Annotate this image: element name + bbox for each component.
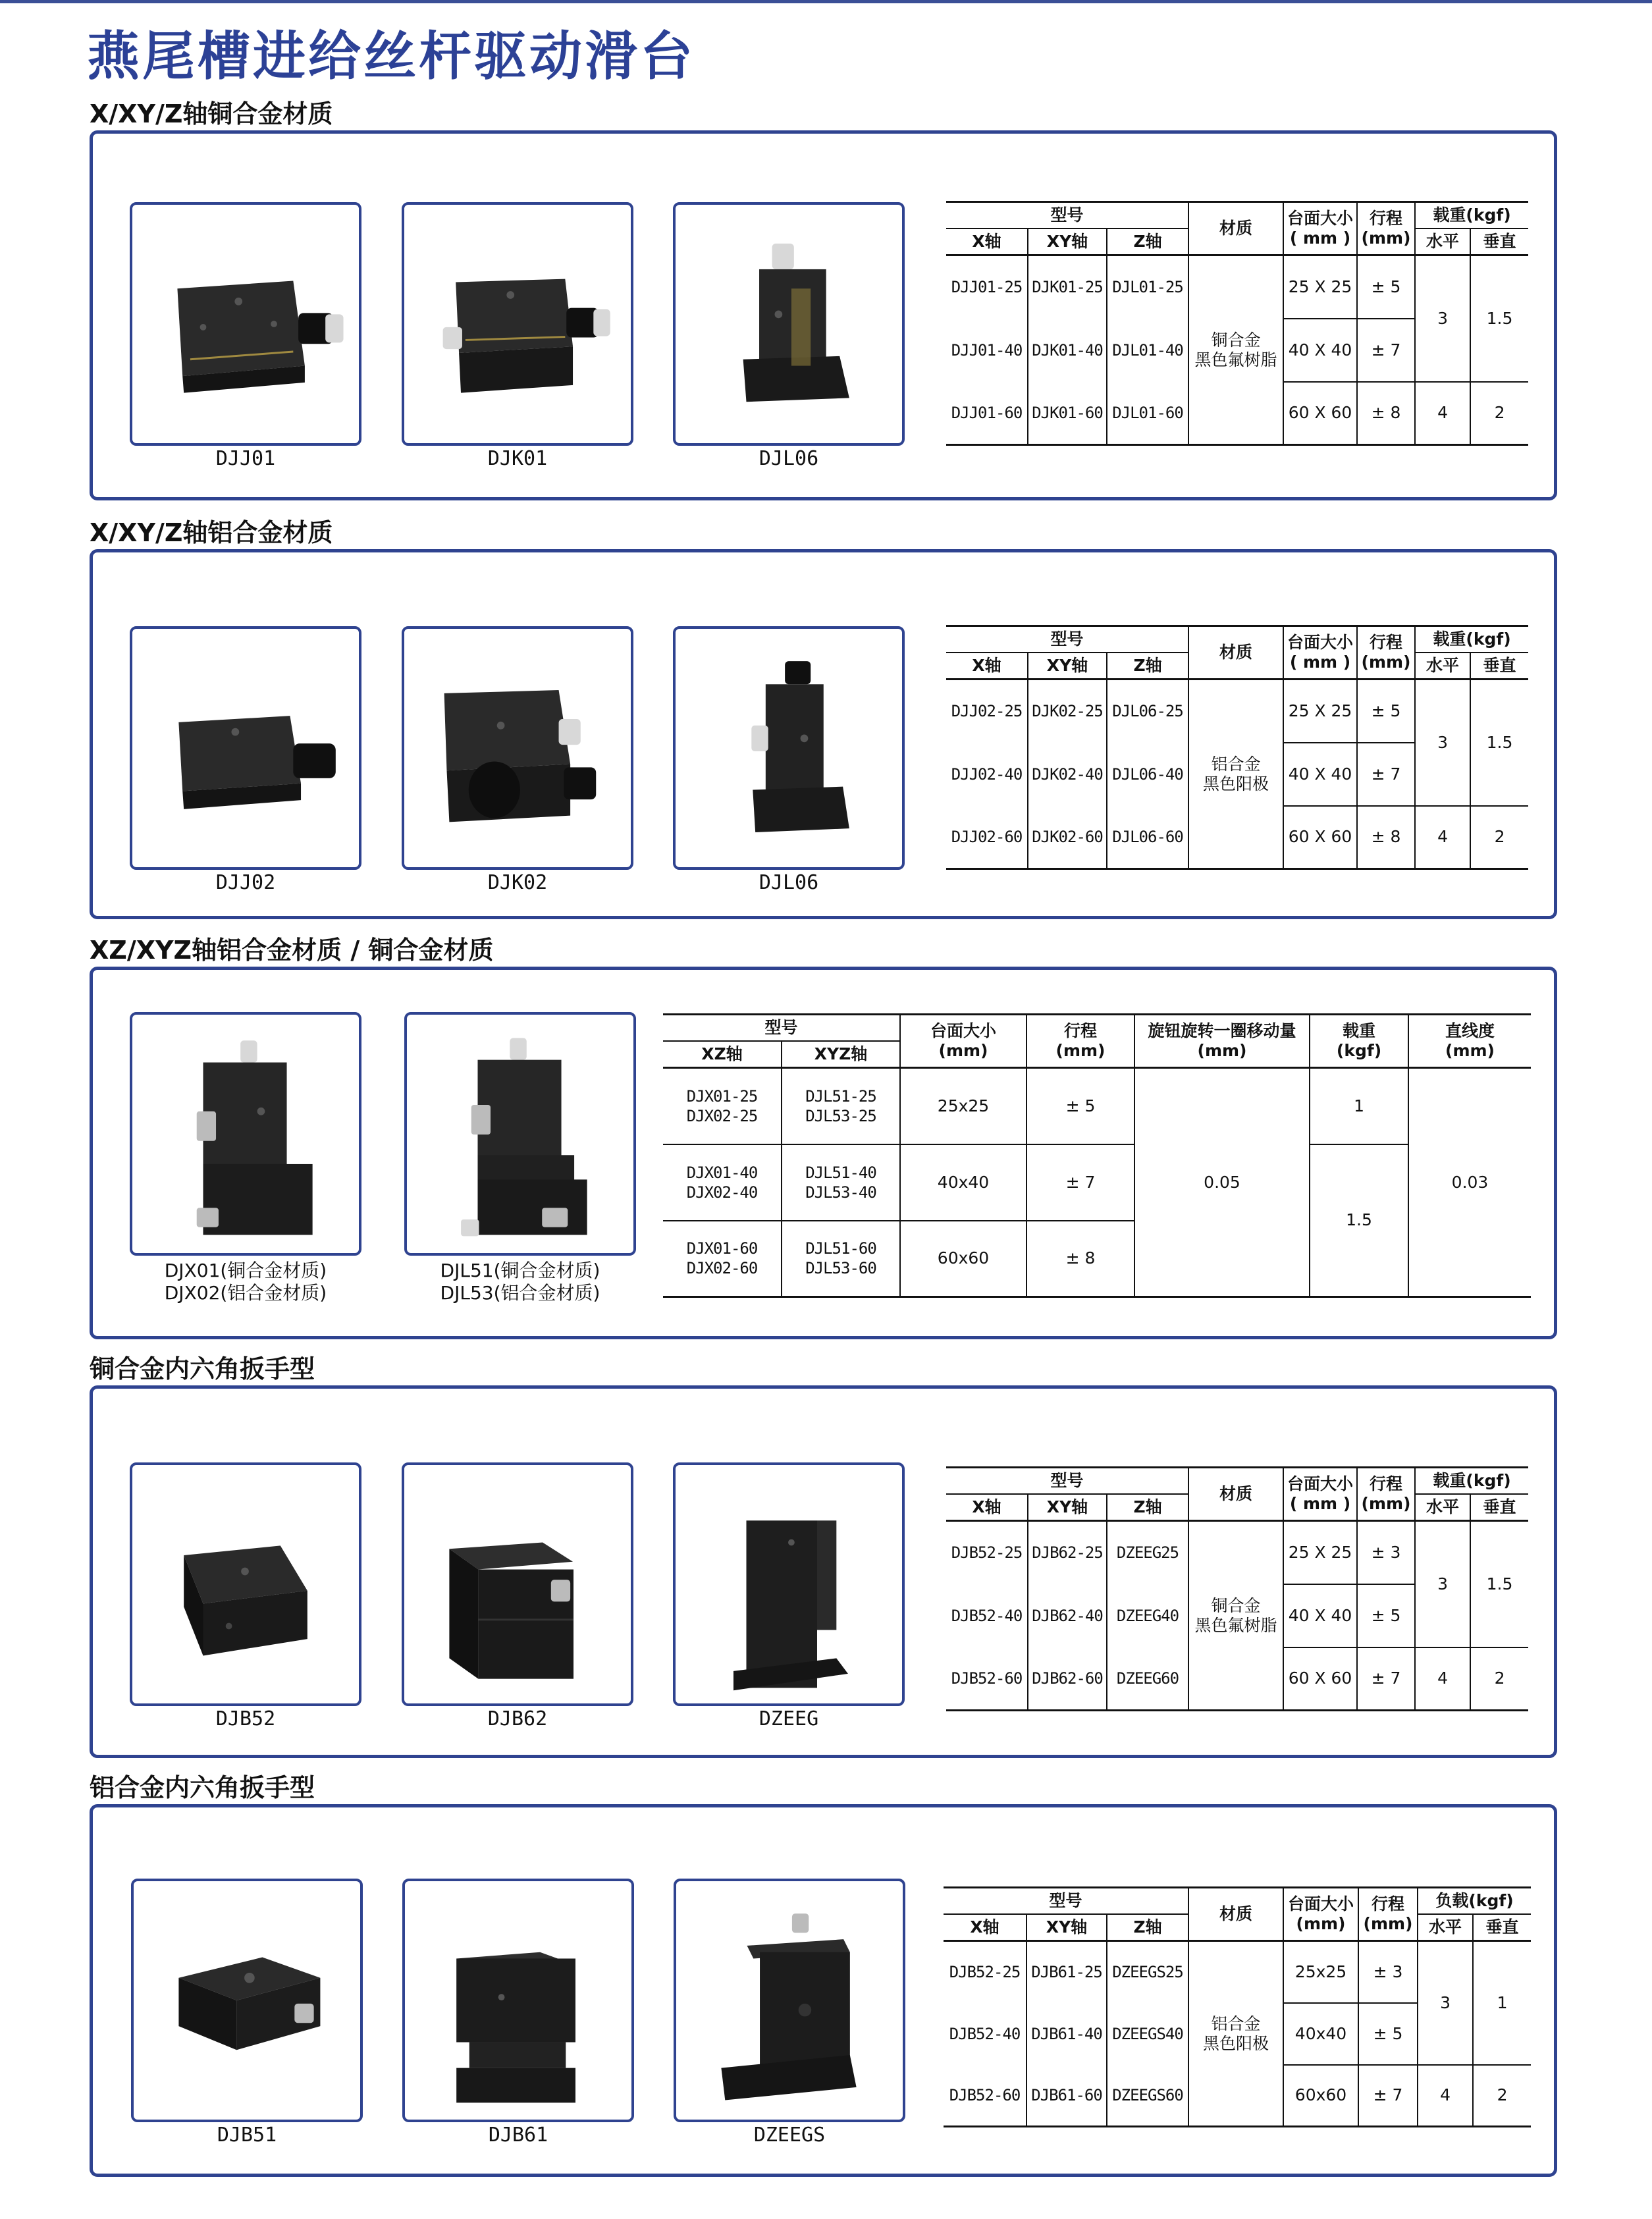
cell-size: 40x40 [900,1144,1026,1221]
cell-xz: DJX01-25 DJX02-25 [663,1068,782,1144]
cell-z: DZEEGS25 [1107,1941,1188,2003]
cell-xy: DJK02-40 [1028,743,1107,806]
th-model: 型号 [944,1888,1188,1915]
product-photo-djb51 [131,1879,363,2122]
top-rule [0,0,1652,3]
th-load: 负载(kgf) [1418,1888,1531,1915]
cell-z: DZEEG25 [1107,1521,1188,1584]
product-photo-djk02 [402,626,633,870]
th-xy: XY轴 [1026,1914,1107,1941]
cell-travel: ± 5 [1357,680,1415,743]
cell-load-v: 1.5 [1470,680,1528,806]
product-caption-4-3: DZEEG [759,1707,819,1730]
product-photo-djl51 [404,1012,636,1256]
th-rotation: 旋钮旋转一圈移动量 (mm) [1134,1015,1310,1068]
cell-x: DJJ02-60 [946,806,1028,869]
spec-table-1 [946,201,1528,446]
th-z: Z轴 [1107,1494,1188,1521]
cell-travel: ± 7 [1026,1144,1134,1221]
cell-xy: DJB61-40 [1026,2003,1107,2065]
th-travel: 行程 (mm) [1357,1468,1415,1521]
cell-xy: DJB61-60 [1026,2065,1107,2127]
section-panel-3 [90,967,1557,1339]
section-title-2: X/XY/Z轴铝合金材质 [90,518,333,547]
product-caption-5-3: DZEEGS [753,2124,826,2147]
th-horizontal: 水平 [1415,1494,1470,1521]
cell-z: DZEEG40 [1107,1584,1188,1647]
cell-travel: ± 8 [1357,382,1415,445]
product-photo-djx [130,1012,361,1256]
cell-xz: DJX01-60 DJX02-60 [663,1221,782,1297]
cell-size: 40 X 40 [1283,743,1357,806]
th-horizontal: 水平 [1415,228,1470,255]
cell-travel: ± 7 [1357,1647,1415,1711]
cell-x: DJJ02-25 [946,680,1028,743]
product-caption-4-2: DJB62 [487,1707,548,1730]
th-load: 载重(kgf) [1415,202,1528,229]
product-photo-djl06-al [673,626,905,870]
th-size: 台面大小 ( mm ) [1283,1468,1357,1521]
cell-xy: DJB62-25 [1028,1521,1107,1584]
spec-table-3 [663,1013,1531,1298]
cell-z: DJL01-40 [1107,319,1188,382]
cell-load-v: 2 [1473,2065,1531,2127]
product-caption-2-3: DJL06 [759,871,819,894]
cell-load-v: 2 [1470,1647,1528,1711]
cell-x: DJJ02-40 [946,743,1028,806]
cell-x: DJB52-60 [946,1647,1028,1711]
th-load: 载重(kgf) [1415,626,1528,653]
cell-load-v: 1.5 [1470,255,1528,382]
th-size: 台面大小 (mm) [900,1015,1026,1068]
cell-size: 25 X 25 [1283,1521,1357,1584]
cell-size: 25x25 [1283,1941,1358,2003]
cell-size: 60 X 60 [1283,806,1357,869]
cell-x: DJB52-60 [944,2065,1026,2127]
cell-load-h: 3 [1415,255,1470,382]
product-photo-djb62 [402,1462,633,1706]
cell-z: DJL06-40 [1107,743,1188,806]
cell-x: DJB52-25 [944,1941,1026,2003]
th-z: Z轴 [1107,1914,1188,1941]
cell-load-h: 4 [1415,806,1470,869]
cell-load-h: 4 [1415,1647,1470,1711]
spec-table-5 [944,1886,1531,2127]
product-caption-3-1: DJX01(铜合金材质) DJX02(铝合金材质) [164,1260,327,1304]
cell-travel: ± 5 [1357,255,1415,319]
section-title-1: X/XY/Z轴铜合金材质 [90,99,333,128]
cell-size: 25 X 25 [1283,680,1357,743]
cell-travel: ± 7 [1358,2065,1418,2127]
th-x: X轴 [946,1494,1028,1521]
cell-xy: DJK01-60 [1028,382,1107,445]
cell-load-h: 4 [1418,2065,1473,2127]
th-size: 台面大小 ( mm ) [1283,626,1357,680]
product-photo-djl06 [673,202,905,446]
cell-load: 1.5 [1310,1144,1408,1297]
cell-material: 铜合金 黑色氟树脂 [1188,255,1283,445]
th-xy: XY轴 [1028,228,1107,255]
product-photo-djb61 [402,1879,634,2122]
cell-size: 60x60 [900,1221,1026,1297]
cell-xy: DJB62-60 [1028,1647,1107,1711]
th-model: 型号 [663,1015,900,1042]
product-caption-1-1: DJJ01 [215,447,276,470]
cell-size: 60x60 [1283,2065,1358,2127]
th-model: 型号 [946,626,1188,653]
cell-z: DJL01-60 [1107,382,1188,445]
th-travel: 行程 (mm) [1358,1888,1418,1941]
th-vertical: 垂直 [1470,228,1528,255]
th-travel: 行程 (mm) [1357,202,1415,255]
section-panel-5 [90,1804,1557,2177]
cell-travel: ± 8 [1026,1221,1134,1297]
section-title-3: XZ/XYZ轴铝合金材质 / 铜合金材质 [90,936,494,965]
cell-xyz: DJL51-60 DJL53-60 [782,1221,900,1297]
product-caption-1-2: DJK01 [487,447,548,470]
cell-load-h: 3 [1415,1521,1470,1647]
th-horizontal: 水平 [1415,653,1470,680]
cell-travel: ± 5 [1026,1068,1134,1144]
cell-xy: DJB62-40 [1028,1584,1107,1647]
section-title-5: 铝合金内六角扳手型 [90,1773,315,1802]
cell-xz: DJX01-40 DJX02-40 [663,1144,782,1221]
cell-z: DJL06-60 [1107,806,1188,869]
cell-rotation: 0.05 [1134,1068,1310,1297]
th-material: 材质 [1188,202,1283,255]
th-x: X轴 [944,1914,1026,1941]
cell-z: DJL06-25 [1107,680,1188,743]
cell-z: DJL01-25 [1107,255,1188,319]
cell-travel: ± 3 [1357,1521,1415,1584]
cell-z: DZEEGS40 [1107,2003,1188,2065]
cell-straightness: 0.03 [1408,1068,1531,1297]
cell-size: 40 X 40 [1283,319,1357,382]
cell-load-h: 3 [1418,1941,1473,2065]
cell-size: 25 X 25 [1283,255,1357,319]
cell-xyz: DJL51-40 DJL53-40 [782,1144,900,1221]
th-straightness: 直线度 (mm) [1408,1015,1531,1068]
cell-travel: ± 5 [1358,2003,1418,2065]
product-caption-3-2: DJL51(铜合金材质) DJL53(铝合金材质) [440,1260,600,1304]
cell-load-v: 1.5 [1470,1521,1528,1647]
cell-travel: ± 8 [1357,806,1415,869]
section-panel-1 [90,130,1557,500]
cell-travel: ± 7 [1357,319,1415,382]
th-vertical: 垂直 [1470,653,1528,680]
th-size: 台面大小 (mm) [1283,1888,1358,1941]
th-model: 型号 [946,202,1188,229]
cell-x: DJJ01-60 [946,382,1028,445]
cell-load-v: 2 [1470,806,1528,869]
th-material: 材质 [1188,626,1283,680]
cell-load-h: 3 [1415,680,1470,806]
th-xy: XY轴 [1028,653,1107,680]
product-photo-dzeeg [673,1462,905,1706]
cell-xy: DJK02-25 [1028,680,1107,743]
product-caption-5-2: DJB61 [488,2124,548,2147]
section-panel-4 [90,1385,1557,1758]
cell-material: 铜合金 黑色氟树脂 [1188,1521,1283,1711]
product-photo-djk01 [402,202,633,446]
th-x: X轴 [946,228,1028,255]
th-travel: 行程 (mm) [1026,1015,1134,1068]
cell-material: 铝合金 黑色阳极 [1188,1941,1283,2127]
section-panel-2 [90,549,1557,919]
th-xyz: XYZ轴 [782,1041,900,1068]
page-title: 燕尾槽进给丝杆驱动滑台 [87,26,695,87]
th-horizontal: 水平 [1418,1914,1473,1941]
cell-load: 1 [1310,1068,1408,1144]
cell-xy: DJK01-40 [1028,319,1107,382]
cell-travel: ± 5 [1357,1584,1415,1647]
cell-load-v: 1 [1473,1941,1531,2065]
cell-x: DJJ01-40 [946,319,1028,382]
cell-size: 25x25 [900,1068,1026,1144]
cell-x: DJB52-40 [944,2003,1026,2065]
th-vertical: 垂直 [1470,1494,1528,1521]
th-xy: XY轴 [1028,1494,1107,1521]
cell-size: 60 X 60 [1283,1647,1357,1711]
cell-xyz: DJL51-25 DJL53-25 [782,1068,900,1144]
cell-size: 40 X 40 [1283,1584,1357,1647]
th-z: Z轴 [1107,228,1188,255]
cell-xy: DJK01-25 [1028,255,1107,319]
th-x: X轴 [946,653,1028,680]
spec-table-2 [946,625,1528,870]
th-material: 材质 [1188,1888,1283,1941]
th-size: 台面大小 ( mm ) [1283,202,1357,255]
product-photo-djj01 [130,202,361,446]
cell-load-h: 4 [1415,382,1470,445]
product-caption-2-1: DJJ02 [215,871,276,894]
th-xz: XZ轴 [663,1041,782,1068]
cell-x: DJB52-25 [946,1521,1028,1584]
cell-xy: DJK02-60 [1028,806,1107,869]
product-caption-2-2: DJK02 [487,871,548,894]
product-photo-dzeegs [674,1879,905,2122]
cell-x: DJJ01-25 [946,255,1028,319]
th-load: 载重(kgf) [1415,1468,1528,1495]
cell-travel: ± 7 [1357,743,1415,806]
cell-z: DZEEGS60 [1107,2065,1188,2127]
cell-z: DZEEG60 [1107,1647,1188,1711]
product-photo-djb52 [130,1462,361,1706]
product-caption-1-3: DJL06 [759,447,819,470]
cell-material: 铝合金 黑色阳极 [1188,680,1283,869]
spec-table-4 [946,1466,1528,1711]
product-caption-4-1: DJB52 [215,1707,276,1730]
section-title-4: 铜合金内六角扳手型 [90,1354,315,1383]
cell-travel: ± 3 [1358,1941,1418,2003]
th-load: 载重 (kgf) [1310,1015,1408,1068]
th-vertical: 垂直 [1473,1914,1531,1941]
cell-xy: DJB61-25 [1026,1941,1107,2003]
cell-size: 40x40 [1283,2003,1358,2065]
th-travel: 行程 (mm) [1357,626,1415,680]
th-material: 材质 [1188,1468,1283,1521]
cell-size: 60 X 60 [1283,382,1357,445]
th-model: 型号 [946,1468,1188,1495]
cell-x: DJB52-40 [946,1584,1028,1647]
cell-load-v: 2 [1470,382,1528,445]
product-caption-5-1: DJB51 [217,2124,277,2147]
product-photo-djj02 [130,626,361,870]
th-z: Z轴 [1107,653,1188,680]
